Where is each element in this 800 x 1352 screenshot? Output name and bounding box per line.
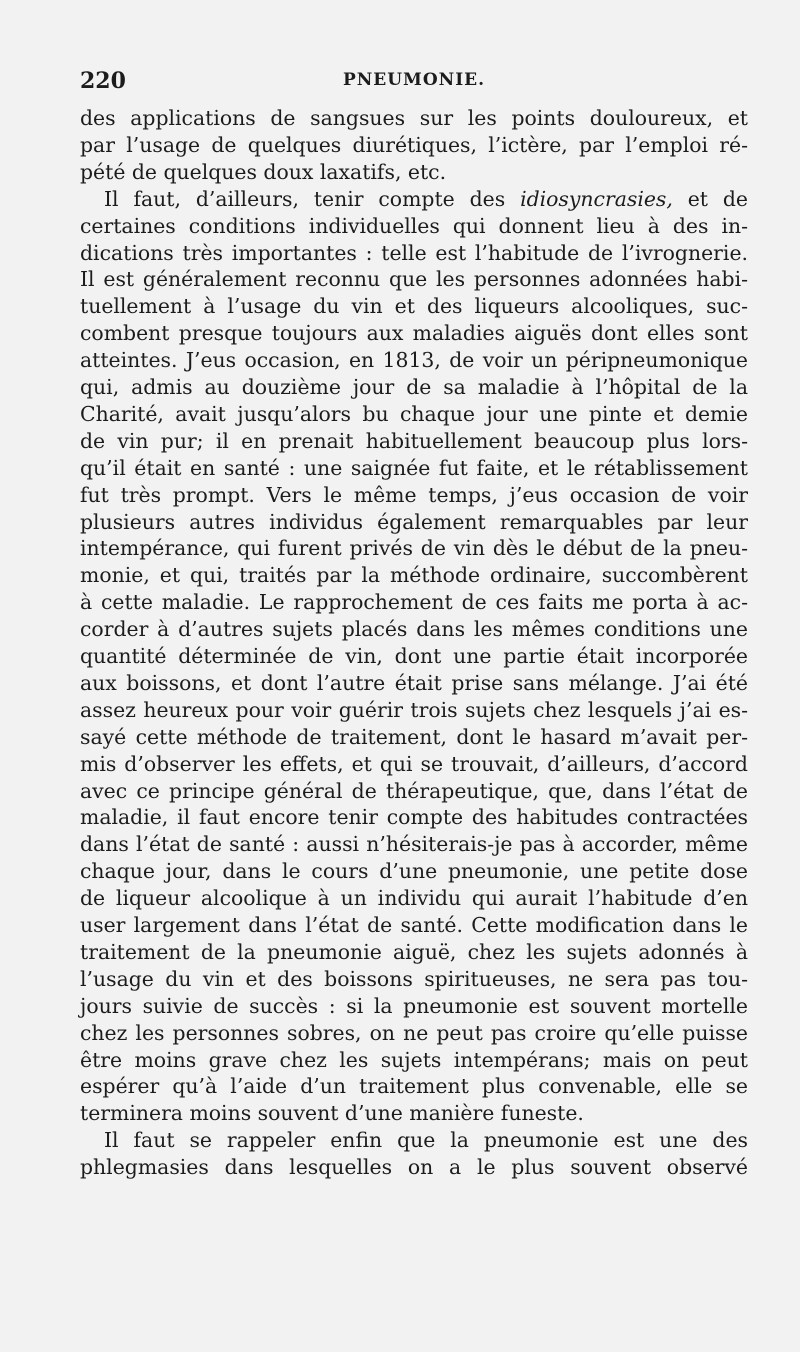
text-line: qu’il était en santé : une saignée fut faite, et le rétablissement bbox=[80, 455, 748, 480]
page-number: 220 bbox=[80, 68, 126, 94]
text-line: Il est généralement reconnu que les personnes adonnées habi- bbox=[80, 267, 748, 292]
text-line: dications très importantes : telle est l’habitude de l’ivrognerie. bbox=[80, 240, 748, 265]
text-line: avec ce principe général de thérapeutique, que, dans l’état de bbox=[80, 778, 748, 803]
italic-term: idiosyncrasies, bbox=[520, 186, 673, 211]
text-line: certaines conditions individuelles qui donnent lieu à des in- bbox=[80, 213, 748, 238]
text-line: qui, admis au douzième jour de sa maladie à l’hôpital de la bbox=[80, 375, 748, 399]
text-line: terminera moins souvent d’une manière funeste. bbox=[80, 1101, 584, 1126]
text-run: et de bbox=[672, 186, 748, 211]
text-line: pété de quelques doux laxatifs, etc. bbox=[80, 159, 447, 184]
text-line: traitement de la pneumonie aiguë, chez les sujets adonnés à bbox=[80, 939, 748, 964]
text-line: user largement dans l’état de santé. Cette modification dans le bbox=[80, 913, 748, 937]
text-line bbox=[104, 186, 748, 213]
text-line: dans l’état de santé : aussi n’hésiterais-je pas à accorder, même bbox=[80, 832, 748, 857]
text-line: aux boissons, et dont l’autre était prise sans mélange. J’ai été bbox=[80, 670, 748, 695]
text-line: sayé cette méthode de traitement, dont le hasard m’avait per- bbox=[80, 724, 748, 749]
text-line: combent presque toujours aux maladies aiguës dont elles sont bbox=[80, 321, 748, 346]
text-line: Charité, avait jusqu’alors bu chaque jour une pinte et demie bbox=[80, 401, 748, 426]
text-line: Il faut se rappeler enfin que la pneumonie est une des bbox=[104, 1128, 748, 1153]
running-head: PNEUMONIE. bbox=[342, 70, 486, 90]
text-line: mis d’observer les effets, et qui se trouvait, d’ailleurs, d’accord bbox=[80, 751, 748, 776]
text-line: l’usage du vin et des boissons spiritueuses, ne sera pas tou- bbox=[80, 966, 748, 991]
text-line: quantité déterminée de vin, dont une partie était incorporée bbox=[80, 644, 748, 668]
text-run: Il faut, d’ailleurs, tenir compte des bbox=[104, 186, 521, 211]
text-line: corder à d’autres sujets placés dans les mêmes conditions une bbox=[80, 617, 748, 642]
text-line: intempérance, qui furent privés de vin dès le début de la pneu- bbox=[80, 536, 748, 561]
text-line: des applications de sangsues sur les points douloureux, et bbox=[80, 106, 748, 130]
text-line: atteintes. J’eus occasion, en 1813, de voir un péripneumonique bbox=[80, 348, 748, 373]
text-line: chaque jour, dans le cours d’une pneumonie, une petite dose bbox=[80, 859, 748, 884]
text-line: être moins grave chez les sujets intempérans; mais on peut bbox=[80, 1047, 748, 1072]
text-line: assez heureux pour voir guérir trois sujets chez lesquels j’ai es- bbox=[80, 697, 748, 722]
text-line: par l’usage de quelques diurétiques, l’ictère, par l’emploi ré- bbox=[80, 132, 748, 157]
text-line: fut très prompt. Vers le même temps, j’eus occasion de voir bbox=[80, 482, 748, 507]
page-header bbox=[80, 68, 748, 102]
text-line: tuellement à l’usage du vin et des liqueurs alcooliques, suc- bbox=[80, 294, 748, 319]
text-line: plusieurs autres individus également remarquables par leur bbox=[80, 509, 748, 534]
text-line: jours suivie de succès : si la pneumonie est souvent mortelle bbox=[80, 993, 748, 1018]
text-line: phlegmasies dans lesquelles on a le plus souvent observé bbox=[80, 1155, 748, 1180]
text-line: chez les personnes sobres, on ne peut pas croire qu’elle puisse bbox=[80, 1020, 748, 1045]
text-line: de liqueur alcoolique à un individu qui aurait l’habitude d’en bbox=[80, 886, 748, 911]
text-line: monie, et qui, traités par la méthode ordinaire, succombèrent bbox=[80, 563, 748, 588]
text-line: de vin pur; il en prenait habituellement beaucoup plus lors- bbox=[80, 428, 748, 453]
text-line: maladie, il faut encore tenir compte des habitudes contractées bbox=[80, 805, 748, 830]
text-line: à cette maladie. Le rapprochement de ces faits me porta à ac- bbox=[80, 590, 748, 615]
text-line: espérer qu’à l’aide d’un traitement plus convenable, elle se bbox=[80, 1074, 748, 1099]
